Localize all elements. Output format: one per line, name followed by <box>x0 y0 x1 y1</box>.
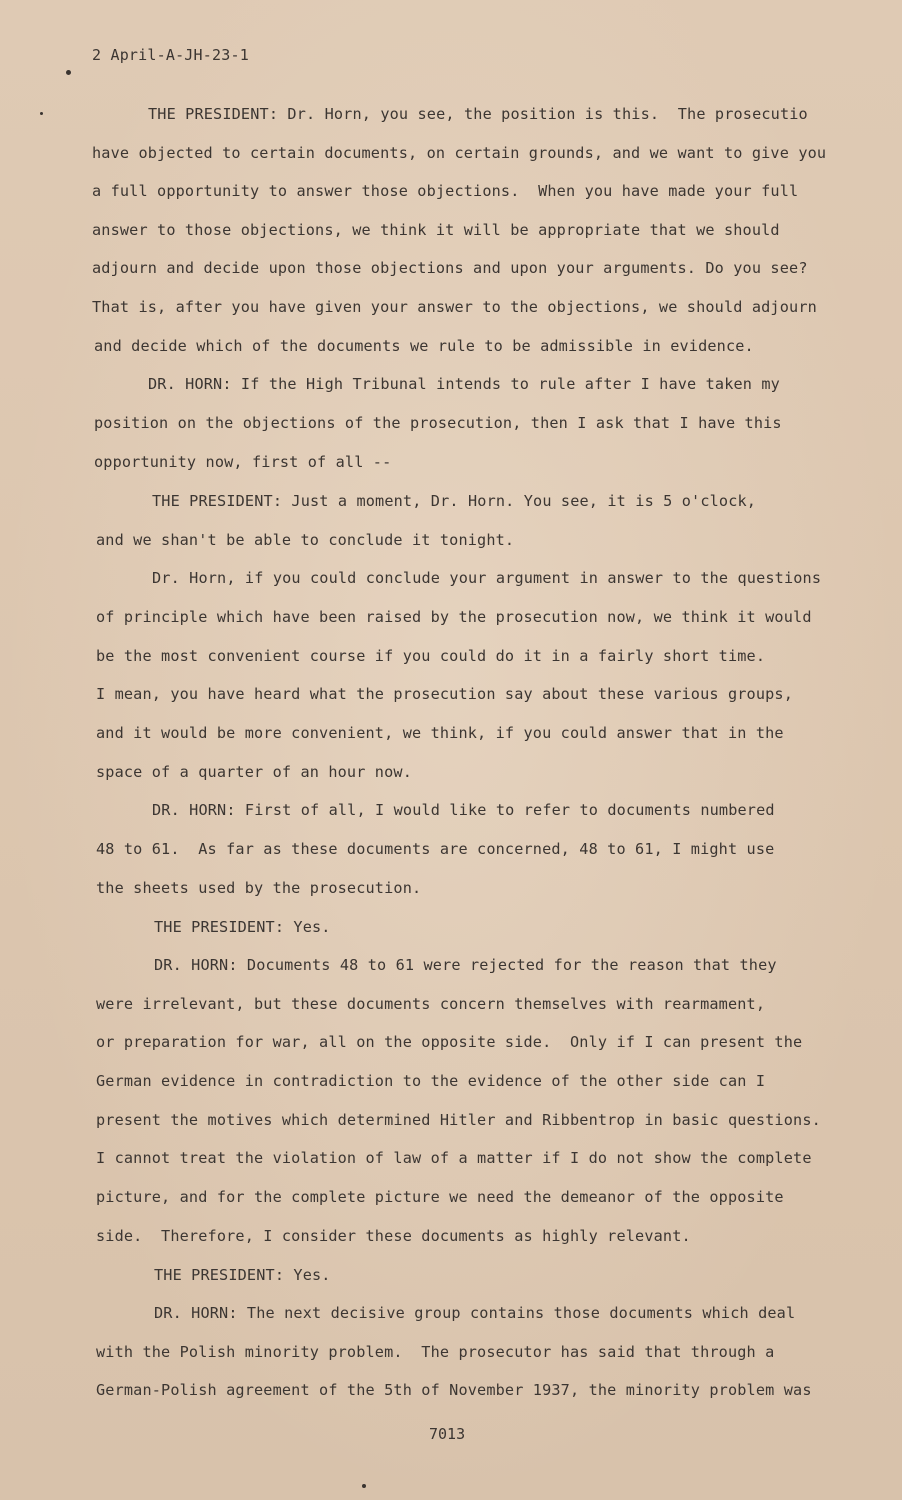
text-line: were irrelevant, but these documents concern themselves with rearmament, <box>96 995 766 1013</box>
text-line: opportunity now, first of all -- <box>94 453 392 471</box>
text-line: DR. HORN: Documents 48 to 61 were rejected for the reason that they <box>154 956 777 974</box>
text-line: have objected to certain documents, on certain grounds, and we want to give you <box>92 144 827 162</box>
page-number: 7013 <box>429 1425 466 1443</box>
text-line: present the motives which determined Hitler and Ribbentrop in basic questions. <box>96 1111 821 1129</box>
text-line: That is, after you have given your answer to the objections, we should adjourn <box>92 298 817 316</box>
text-line: or preparation for war, all on the opposite side. Only if I can present the <box>96 1033 803 1051</box>
text-line: I cannot treat the violation of law of a matter if I do not show the complete <box>96 1149 812 1167</box>
text-line: picture, and for the complete picture we need the demeanor of the opposite <box>96 1188 784 1206</box>
text-line: THE PRESIDENT: Yes. <box>154 1266 331 1284</box>
text-line: German evidence in contradiction to the evidence of the other side can I <box>96 1072 766 1090</box>
text-line: DR. HORN: If the High Tribunal intends to rule after I have taken my <box>148 375 780 393</box>
text-line: THE PRESIDENT: Dr. Horn, you see, the position is this. The prosecutio <box>148 105 808 123</box>
text-line: position on the objections of the prosecution, then I ask that I have this <box>94 414 782 432</box>
paper-speck <box>40 112 43 115</box>
text-line: and it would be more convenient, we think, if you could answer that in the <box>96 724 784 742</box>
paper-speck <box>362 1484 366 1488</box>
text-line: THE PRESIDENT: Yes. <box>154 918 331 936</box>
text-line: THE PRESIDENT: Just a moment, Dr. Horn. You see, it is 5 o'clock, <box>152 492 757 510</box>
text-line: space of a quarter of an hour now. <box>96 763 412 781</box>
text-line: be the most convenient course if you could do it in a fairly short time. <box>96 647 766 665</box>
text-line: I mean, you have heard what the prosecution say about these various groups, <box>96 685 794 703</box>
text-line: the sheets used by the prosecution. <box>96 879 422 897</box>
text-line: answer to those objections, we think it will be appropriate that we should <box>92 221 780 239</box>
text-line: DR. HORN: The next decisive group contains those documents which deal <box>154 1304 796 1322</box>
text-line: with the Polish minority problem. The prosecutor has said that through a <box>96 1343 775 1361</box>
text-line: a full opportunity to answer those objections. When you have made your full <box>92 182 799 200</box>
text-line: side. Therefore, I consider these documents as highly relevant. <box>96 1227 691 1245</box>
text-line: Dr. Horn, if you could conclude your argument in answer to the questions <box>152 569 822 587</box>
paper-speck <box>66 70 71 75</box>
text-line: DR. HORN: First of all, I would like to refer to documents numbered <box>152 801 775 819</box>
text-line: and decide which of the documents we rule to be admissible in evidence. <box>94 337 754 355</box>
text-line: German-Polish agreement of the 5th of November 1937, the minority problem was <box>96 1381 812 1399</box>
text-line: and we shan't be able to conclude it tonight. <box>96 531 515 549</box>
text-line: 48 to 61. As far as these documents are concerned, 48 to 61, I might use <box>96 840 775 858</box>
text-line: adjourn and decide upon those objections and upon your arguments. Do you see? <box>92 259 808 277</box>
text-line: of principle which have been raised by the prosecution now, we think it would <box>96 608 812 626</box>
document-header: 2 April-A-JH-23-1 <box>92 46 249 64</box>
